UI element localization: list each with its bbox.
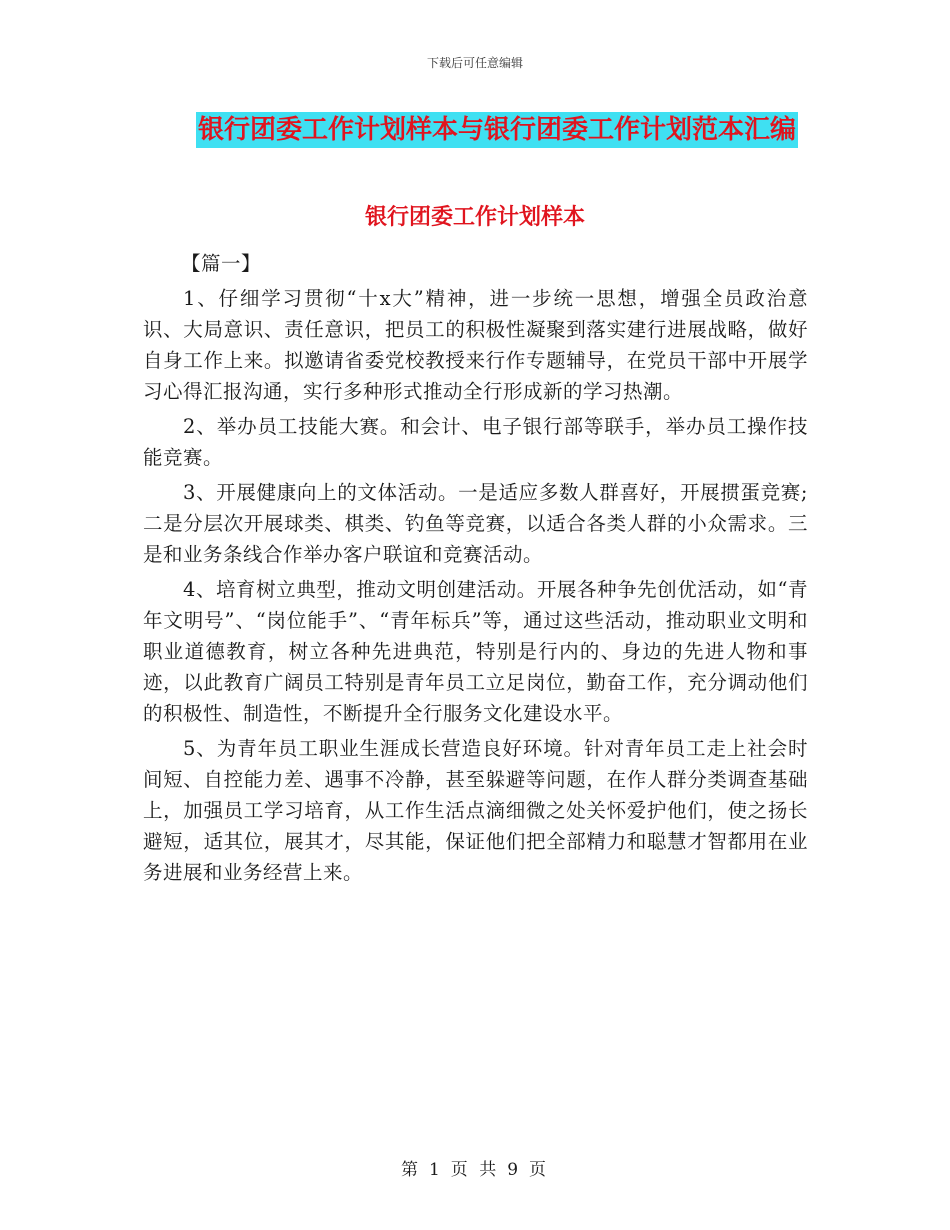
paragraph-1: 1、仔细学习贯彻“十x大”精神，进一步统一思想，增强全员政治意识、大局意识、责任意识，把员工的积极性凝聚到落实建行进展战略，做好自身工作上来。拟邀请省委党校教授来行作专题辅导，在党员干部中开展学习心得汇报沟通，实行多种形式推动全行形成新的学习热潮。 bbox=[143, 287, 808, 403]
main-title-container bbox=[0, 112, 950, 148]
paragraph-4: 4、培育树立典型，推动文明创建活动。开展各种争先创优活动，如“青年文明号”、“岗位能手”、“青年标兵”等，通过这些活动，推动职业文明和职业道德教育，树立各种先进典范，特别是行内的、身边的先进人物和事迹，以此教育广阔员工特别是青年员工立足岗位，勤奋工作，充分调动他们的积极性、制造性，不断提升全行服务文化建设水平。 bbox=[143, 578, 808, 725]
paragraph-5: 5、为青年员工职业生涯成长营造良好环境。针对青年员工走上社会时间短、自控能力差、遇事不冷静，甚至躲避等问题，在作人群分类调查基础上，加强员工学习培育，从工作生活点滴细微之处关怀爱护他们，使之扬长避短，适其位，展其才，尽其能，保证他们把全部精力和聪慧才智都用在业务进展和业务经营上来。 bbox=[143, 737, 808, 884]
footer-total-pages: 9 bbox=[507, 1160, 522, 1180]
paragraph-2: 2、举办员工技能大赛。和会计、电子银行部等联手，举办员工操作技能竞赛。 bbox=[143, 415, 808, 469]
sub-title: 银行团委工作计划样本 bbox=[364, 205, 585, 230]
footer-prefix: 第 bbox=[400, 1160, 421, 1180]
header-note: 下载后可任意编辑 bbox=[426, 56, 523, 70]
footer-page-number: 1 bbox=[428, 1160, 443, 1180]
footer-suffix: 页 bbox=[529, 1160, 550, 1180]
footer-mid: 页 共 bbox=[450, 1160, 500, 1180]
page-footer bbox=[0, 1155, 950, 1180]
paragraph-3: 3、开展健康向上的文体活动。一是适应多数人群喜好，开展掼蛋竞赛;二是分层次开展球类、棋类、钓鱼等竞赛，以适合各类人群的小众需求。三是和业务条线合作举办客户联谊和竞赛活动。 bbox=[143, 481, 808, 566]
document-body bbox=[143, 248, 808, 892]
section-label: 【篇一】 bbox=[181, 252, 262, 275]
main-title: 银行团委工作计划样本与银行团委工作计划范本汇编 bbox=[196, 112, 798, 148]
